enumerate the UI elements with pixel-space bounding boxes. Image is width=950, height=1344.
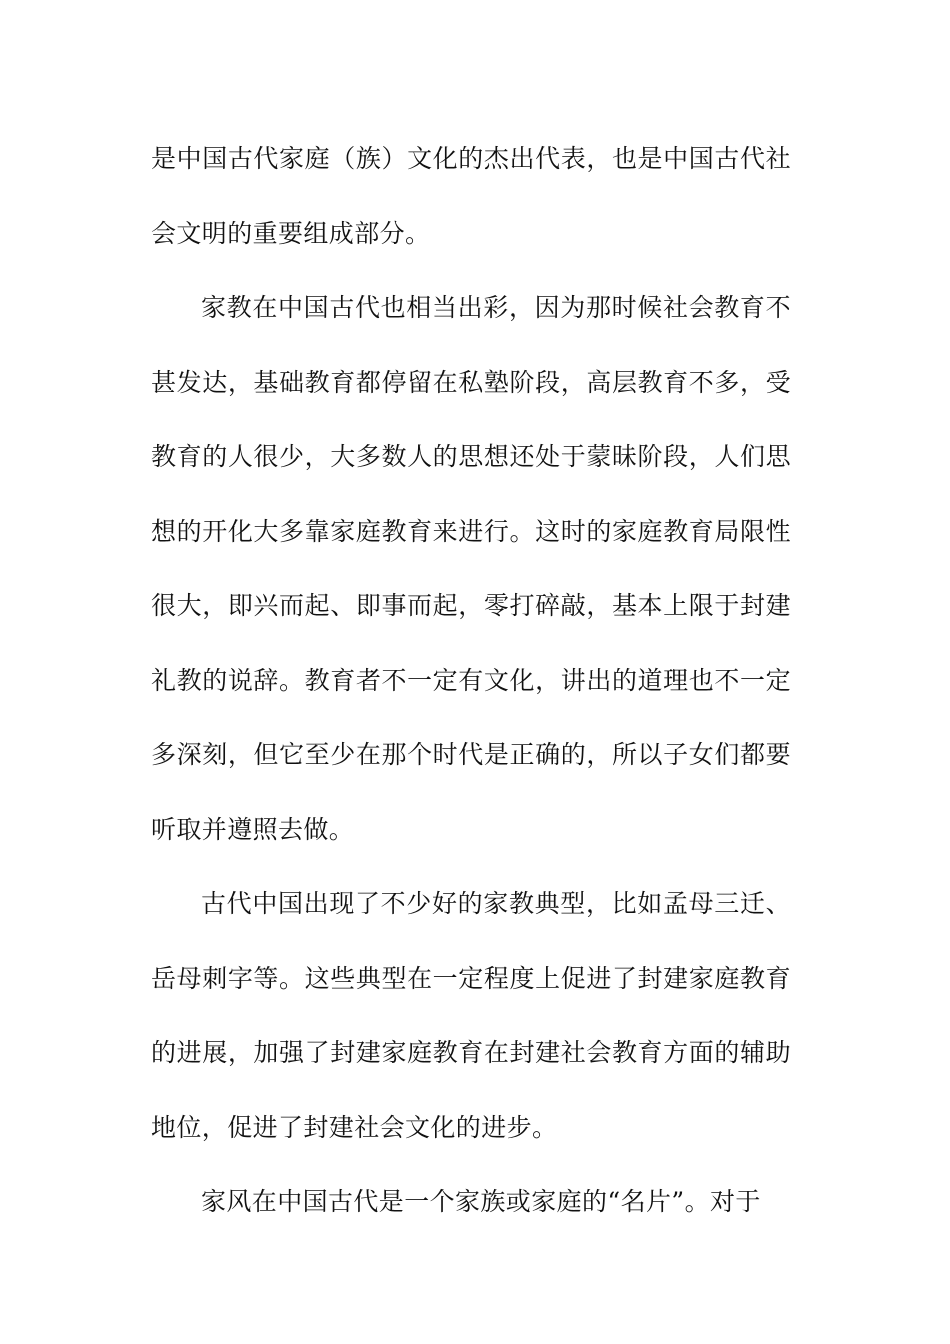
paragraph-continuation: 是中国古代家庭（族）文化的杰出代表，也是中国古代社会文明的重要组成部分。 bbox=[151, 144, 791, 248]
paragraph-family-education: 家教在中国古代也相当出彩，因为那时候社会教育不甚发达，基础教育都停留在私塾阶段，高层教育不多，受教育的人很少，大多数人的思想还处于蒙昧阶段，人们思想的开化大多靠家庭教育来进行。这时的家庭教育局限性很大，即兴而起、即事而起，零打碎敲，基本上限于封建礼教的说辞。教育者不一定有文化，讲出的道理也不一定多深刻，但它至少在那个时代是正确的，所以子女们都要听取并遵照去做。 bbox=[151, 293, 791, 844]
paragraph-education-examples: 古代中国出现了不少好的家教典型，比如孟母三迁、岳母刺字等。这些典型在一定程度上促进了封建家庭教育的进展，加强了封建家庭教育在封建社会教育方面的辅助地位，促进了封建社会文化的进步。 bbox=[151, 889, 791, 1142]
document-body bbox=[151, 122, 791, 1240]
paragraph-family-style: 家风在中国古代是一个家族或家庭的“名片”。对于 bbox=[201, 1187, 761, 1216]
